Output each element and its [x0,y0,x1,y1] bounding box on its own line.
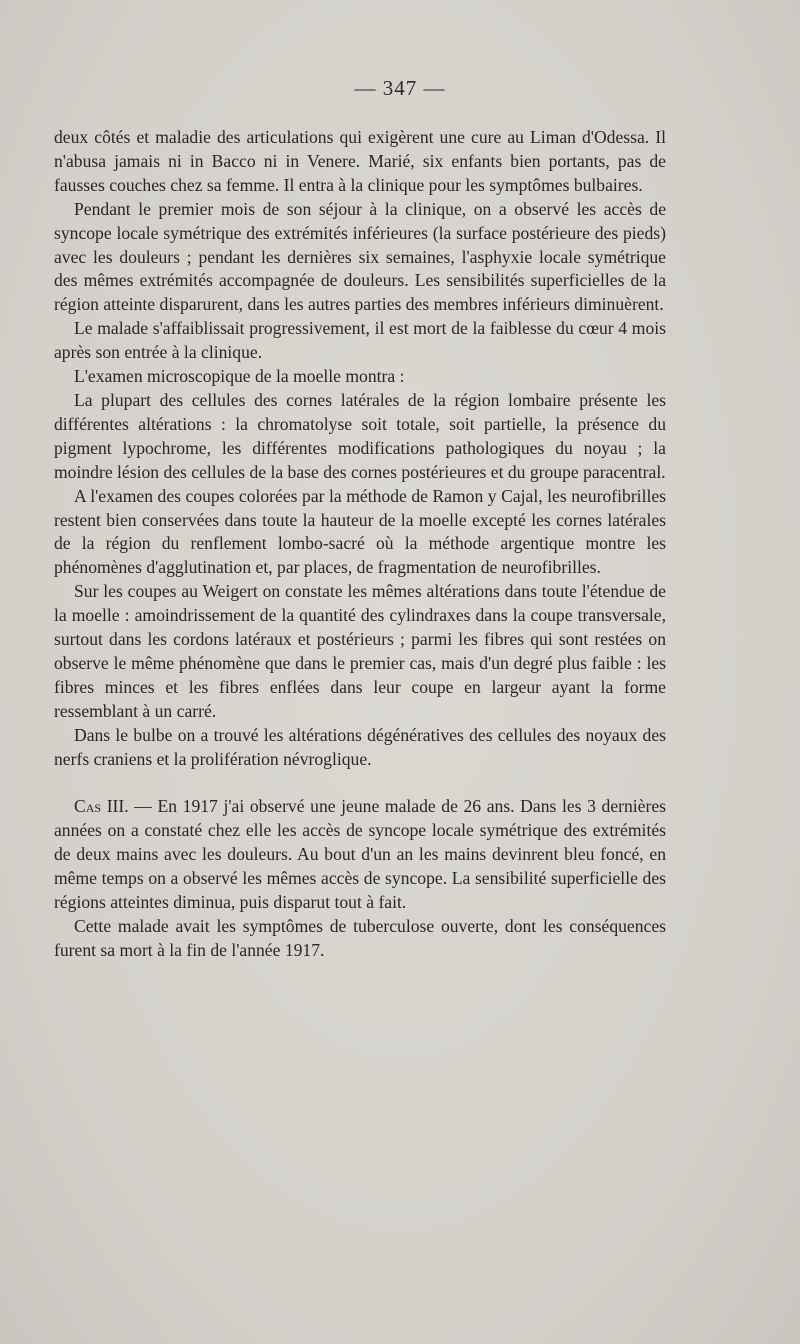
paragraph-2: Pendant le premier mois de son séjour à la clinique, on a observé les accès de syncope locale symétrique des extrémités inférieures (la surface postérieure des pieds) avec les douleurs ; pendant les dernières six semaines, l'asphyxie locale symétrique des mêmes extrémités accompagnée de douleurs. Les sensibilités superficielles de la région atteinte disparurent, dans les autres parties des membres inférieurs diminuèrent. [54,198,666,315]
paragraph-5: La plupart des cellules des cornes latérales de la région lombaire présente les différentes altérations : la chromatolyse soit totale, soit partielle, la présence du pigment lypochrome, les différentes modifications pathologiques du noyau ; la moindre lésion des cellules de la base des cornes postérieures et du groupe paracentral. [54,389,666,482]
section-gap [54,771,666,795]
case-3-paragraph [54,795,666,915]
paragraph-8: Dans le bulbe on a trouvé les altérations dégénératives des cellules des noyaux des nerfs craniens et la prolifération névroglique. [54,724,666,769]
paragraph-6: A l'examen des coupes colorées par la méthode de Ramon y Cajal, les neurofibrilles restent bien conservées dans toute la hauteur de la moelle excepté les cornes latérales de la région du renflement lombo-sacré où la méthode argentique montre les phénomènes d'agglutination et, par places, de fragmentation de neurofibrilles. [54,485,666,578]
body-text [54,126,666,963]
case-3-heading: Cas III. [74,796,129,817]
case-3-text: — En 1917 j'ai observé une jeune malade de 26 ans. Dans les 3 dernières années on a constaté chez elle les accès de syncope locale symétrique des extrémités de deux mains avec les douleurs. Au bout d'un an les mains devinrent bleu foncé, en même temps on a observé les mêmes accès de syncope. La sensibilité superficielle des régions atteintes diminua, puis disparut tout à fait. [54,796,667,913]
paragraph-4: L'examen microscopique de la moelle montra : [74,366,405,387]
case-3-final-paragraph: Cette malade avait les symptômes de tuberculose ouverte, dont les conséquences furent sa mort à la fin de l'année 1917. [54,916,666,960]
paragraph-7: Sur les coupes au Weigert on constate les mêmes altérations dans toute l'étendue de la moelle : amoindrissement de la quantité des cylindraxes dans la coupe transversale, surtout dans les cordons latéraux et postérieurs ; parmi les fibres qui sont restées on observe le même phénomène que dans le premier cas, mais d'un degré plus faible : les fibres minces et les fibres enflées dans leur coupe en largeur ayant la forme ressemblant à un carré. [54,581,666,721]
paragraph-1: deux côtés et maladie des articulations qui exigèrent une cure au Liman d'Odessa. Il n'abusa jamais ni in Bacco ni in Venere. Marié, six enfants bien portants, pas de fausses couches chez sa femme. Il entra à la clinique pour les symptômes bulbaires. [54,127,666,195]
paragraph-3: Le malade s'affaiblissait progressivement, il est mort de la faiblesse du cœur 4 mois après son entrée à la clinique. [54,318,666,363]
page-number: — 347 — [354,76,446,100]
